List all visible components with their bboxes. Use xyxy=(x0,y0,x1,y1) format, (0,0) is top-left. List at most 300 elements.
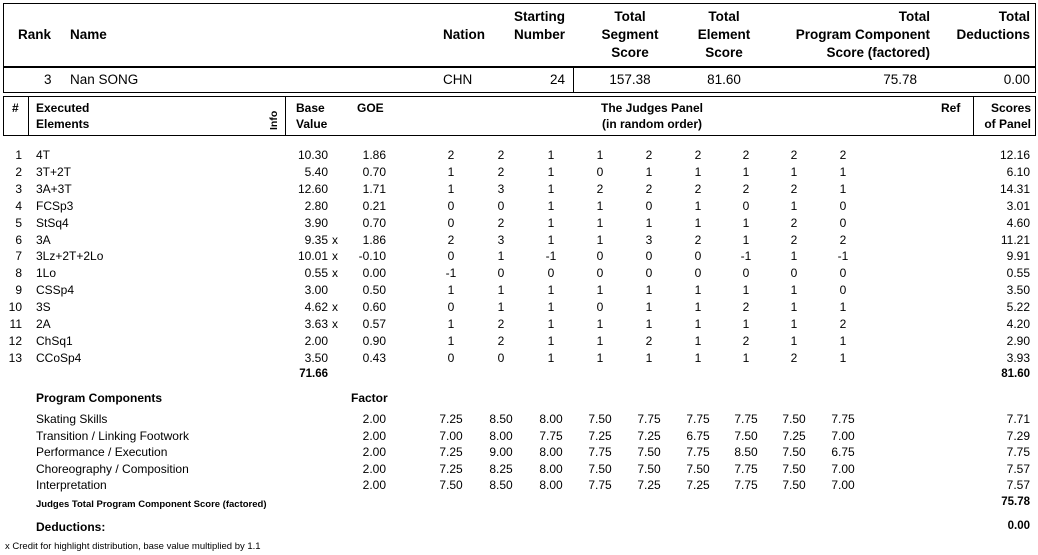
judge-score: 0 xyxy=(596,249,604,264)
nation-header: Nation xyxy=(443,27,485,42)
judge-score: 2 xyxy=(790,181,798,196)
judge-score: 0 xyxy=(497,266,505,281)
element-row xyxy=(0,233,1038,249)
judge-score: 0 xyxy=(839,283,847,298)
judge-score: 3 xyxy=(645,232,653,247)
judge-score: 1 xyxy=(694,317,702,331)
judge-mark: 7.00 xyxy=(831,461,855,476)
element-goe: 0.90 xyxy=(362,333,386,348)
judge-score: 1 xyxy=(790,333,798,348)
elements-header-divider-3 xyxy=(973,96,974,136)
component-panel-score: 7.75 xyxy=(1006,445,1030,460)
judge-score: 1 xyxy=(694,215,702,230)
judge-score: 1 xyxy=(447,164,455,179)
tes-header-1: Total xyxy=(708,9,740,24)
component-factor: 2.00 xyxy=(362,445,386,460)
judge-score: 1 xyxy=(497,283,505,298)
element-base-value: 4.62 xyxy=(304,300,328,315)
element-code: CSSp4 xyxy=(36,283,75,298)
element-panel-score: 0.55 xyxy=(1006,266,1030,281)
element-bonus-mark: x xyxy=(332,232,338,247)
judge-score: 2 xyxy=(497,164,505,179)
judge-score: 1 xyxy=(694,333,702,348)
tss-header-3: Score xyxy=(611,45,649,60)
component-factor: 2.00 xyxy=(362,461,386,476)
judge-mark: 7.75 xyxy=(686,445,710,460)
judge-mark: 7.75 xyxy=(637,412,661,426)
deductions-value: 0.00 xyxy=(1007,520,1030,532)
base-value-total: 71.66 xyxy=(299,368,328,380)
element-goe: 0.60 xyxy=(362,300,386,315)
judge-mark: 7.25 xyxy=(588,428,612,443)
judge-mark: 7.25 xyxy=(782,428,806,443)
judge-score: 1 xyxy=(694,283,702,298)
judge-score: 1 xyxy=(596,232,604,247)
tss-header-1: Total xyxy=(614,9,646,24)
element-bonus-mark: x xyxy=(332,249,338,264)
element-base-value: 10.30 xyxy=(297,148,328,162)
judge-score: 1 xyxy=(742,232,750,247)
judge-score: 1 xyxy=(839,164,847,179)
judge-score: 2 xyxy=(839,148,847,162)
base-header-2: Value xyxy=(296,117,328,131)
element-goe: -0.10 xyxy=(358,249,386,264)
judge-score: 0 xyxy=(447,350,455,365)
base-header-1: Base xyxy=(296,101,325,115)
judge-score: 1 xyxy=(839,333,847,348)
element-base-value: 12.60 xyxy=(297,181,328,196)
element-row xyxy=(0,182,1038,198)
component-row xyxy=(0,478,1038,494)
num-header: # xyxy=(12,101,19,115)
goe-header: GOE xyxy=(357,101,384,115)
judge-score: 2 xyxy=(790,350,798,365)
element-row xyxy=(0,283,1038,299)
element-goe: 1.86 xyxy=(362,232,386,247)
judge-score: 1 xyxy=(645,164,653,179)
judge-score: 0 xyxy=(497,350,505,365)
component-panel-score: 7.57 xyxy=(1006,461,1030,476)
judge-score: 0 xyxy=(447,300,455,315)
judge-score: 2 xyxy=(790,232,798,247)
judge-score: 1 xyxy=(497,249,505,264)
judge-score: 1 xyxy=(790,198,798,213)
judge-score: 0 xyxy=(497,198,505,213)
judge-mark: 7.50 xyxy=(782,445,806,460)
element-panel-score: 14.31 xyxy=(999,181,1030,196)
judge-score: 2 xyxy=(694,181,702,196)
judge-score: 2 xyxy=(645,181,653,196)
scores-header-1: Scores xyxy=(990,101,1031,115)
judge-mark: 8.50 xyxy=(734,445,758,460)
judge-score: 3 xyxy=(497,232,505,247)
element-row xyxy=(0,148,1038,164)
element-panel-score: 3.50 xyxy=(1006,283,1030,298)
element-code: 4T xyxy=(36,148,51,162)
element-row xyxy=(0,199,1038,215)
element-panel-score: 4.60 xyxy=(1006,215,1030,230)
judge-mark: 7.75 xyxy=(831,412,855,426)
judge-score: 0 xyxy=(839,215,847,230)
judge-score: 2 xyxy=(497,317,505,331)
judge-score: 2 xyxy=(596,181,604,196)
judge-mark: 8.25 xyxy=(489,461,513,476)
judge-score: 1 xyxy=(742,283,750,298)
judge-score: 2 xyxy=(497,148,505,162)
judge-score: 1 xyxy=(596,283,604,298)
element-bonus-mark: x xyxy=(332,317,338,331)
skater-name: Nan SONG xyxy=(70,72,139,87)
element-row xyxy=(0,216,1038,232)
element-bonus-mark: x xyxy=(332,300,338,315)
component-factor: 2.00 xyxy=(362,412,386,426)
element-panel-score: 5.22 xyxy=(1006,300,1030,315)
judge-mark: 7.75 xyxy=(588,445,612,460)
element-base-value: 3.90 xyxy=(304,215,328,230)
pc-factor-header: Factor xyxy=(351,391,388,405)
judge-mark: 8.50 xyxy=(489,412,513,426)
element-number: 8 xyxy=(15,266,22,281)
judge-mark: 7.00 xyxy=(831,478,855,493)
element-base-value: 5.40 xyxy=(304,164,328,179)
judge-mark: 7.00 xyxy=(439,428,463,443)
judge-mark: 7.75 xyxy=(588,478,612,493)
element-number: 1 xyxy=(15,148,22,162)
judge-score: 2 xyxy=(839,317,847,331)
judge-mark: 7.50 xyxy=(782,412,806,426)
judge-score: 1 xyxy=(547,198,555,213)
ref-header: Ref xyxy=(941,101,961,115)
judge-mark: 7.50 xyxy=(439,478,463,493)
judge-score: 1 xyxy=(645,350,653,365)
judge-score: 1 xyxy=(645,283,653,298)
judge-mark: 7.50 xyxy=(637,445,661,460)
judge-score: 0 xyxy=(547,266,555,281)
exec-header-1: Executed xyxy=(36,101,90,115)
element-row xyxy=(0,351,1038,367)
element-goe: 1.86 xyxy=(362,148,386,162)
tss-header-2: Segment xyxy=(601,27,659,42)
judge-score: 1 xyxy=(497,300,505,315)
component-panel-score: 7.71 xyxy=(1006,412,1030,426)
element-code: 3A xyxy=(36,232,51,247)
component-panel-score: 7.29 xyxy=(1006,428,1030,443)
judge-mark: 7.50 xyxy=(588,461,612,476)
component-factor: 2.00 xyxy=(362,428,386,443)
judge-score: 1 xyxy=(694,198,702,213)
component-name: Skating Skills xyxy=(36,412,108,426)
judge-score: 0 xyxy=(596,266,604,281)
judge-score: -1 xyxy=(740,249,752,264)
pcs-header-1: Total xyxy=(898,9,930,24)
judge-mark: 7.75 xyxy=(734,478,758,493)
element-number: 5 xyxy=(15,215,22,230)
element-base-value: 0.55 xyxy=(304,266,328,281)
judge-score: 0 xyxy=(742,266,750,281)
judge-mark: 7.50 xyxy=(734,428,758,443)
judge-score: 1 xyxy=(694,164,702,179)
judge-mark: 8.50 xyxy=(489,478,513,493)
component-row xyxy=(0,429,1038,445)
judge-mark: 7.50 xyxy=(782,478,806,493)
rank-header: Rank xyxy=(18,27,52,42)
judge-mark: 7.00 xyxy=(831,428,855,443)
judge-mark: 7.25 xyxy=(439,461,463,476)
element-base-value: 3.00 xyxy=(304,283,328,298)
judge-mark: 7.75 xyxy=(686,412,710,426)
judge-mark: 8.00 xyxy=(489,428,513,443)
judge-score: 2 xyxy=(790,148,798,162)
element-row xyxy=(0,249,1038,265)
component-name: Performance / Execution xyxy=(36,445,168,460)
judge-score: 1 xyxy=(547,215,555,230)
deductions-label: Deductions: xyxy=(36,520,106,534)
skater-pcs: 75.78 xyxy=(883,72,917,87)
element-row xyxy=(0,300,1038,316)
judge-score: 0 xyxy=(790,266,798,281)
judge-score: 1 xyxy=(645,317,653,331)
judge-score: 2 xyxy=(742,300,750,315)
judge-score: 2 xyxy=(694,232,702,247)
component-name: Transition / Linking Footwork xyxy=(36,428,189,443)
judge-mark: 7.50 xyxy=(588,412,612,426)
judge-score: -1 xyxy=(545,249,557,264)
element-number: 7 xyxy=(15,249,22,264)
judge-score: 2 xyxy=(742,148,750,162)
element-code: StSq4 xyxy=(36,215,69,230)
info-header: Info xyxy=(268,110,280,130)
footnote: x Credit for highlight distribution, base value multiplied by 1.1 xyxy=(5,541,261,552)
skater-row-divider xyxy=(573,67,574,93)
judge-mark: 8.00 xyxy=(539,478,563,493)
judge-score: 1 xyxy=(790,164,798,179)
judge-score: 0 xyxy=(645,249,653,264)
element-goe: 0.70 xyxy=(362,164,386,179)
element-number: 2 xyxy=(15,164,22,179)
element-code: FCSp3 xyxy=(36,198,74,213)
judge-score: 1 xyxy=(596,350,604,365)
element-panel-score: 9.91 xyxy=(1006,249,1030,264)
element-code: 1Lo xyxy=(36,266,57,281)
judge-mark: 7.50 xyxy=(782,461,806,476)
component-name: Interpretation xyxy=(36,478,107,493)
judge-mark: 7.25 xyxy=(637,428,661,443)
ded-header-2: Deductions xyxy=(956,27,1030,42)
judge-mark: 8.00 xyxy=(539,445,563,460)
judge-score: 1 xyxy=(839,350,847,365)
judge-score: 0 xyxy=(645,266,653,281)
judge-score: 1 xyxy=(596,148,604,162)
element-number: 10 xyxy=(8,300,22,315)
element-goe: 0.70 xyxy=(362,215,386,230)
judge-score: 1 xyxy=(547,181,555,196)
element-panel-score: 6.10 xyxy=(1006,164,1030,179)
judge-score: 1 xyxy=(547,232,555,247)
judge-score: 0 xyxy=(447,215,455,230)
pc-title: Program Components xyxy=(36,391,163,405)
judge-score: 0 xyxy=(694,249,702,264)
judge-mark: 7.25 xyxy=(439,412,463,426)
judge-mark: 7.75 xyxy=(734,461,758,476)
element-number: 11 xyxy=(9,317,22,331)
element-row xyxy=(0,266,1038,282)
judge-score: 2 xyxy=(645,333,653,348)
judge-score: 1 xyxy=(839,300,847,315)
element-row xyxy=(0,317,1038,333)
judges-header-2: (in random order) xyxy=(601,117,702,131)
element-number: 9 xyxy=(15,283,22,298)
judge-score: 2 xyxy=(497,333,505,348)
element-number: 4 xyxy=(15,198,22,213)
component-panel-score: 7.57 xyxy=(1006,478,1030,493)
judge-score: 1 xyxy=(547,164,555,179)
judge-score: 1 xyxy=(742,350,750,365)
judge-mark: 7.75 xyxy=(539,428,563,443)
judge-score: 1 xyxy=(596,333,604,348)
judge-score: 1 xyxy=(742,317,750,331)
element-code: 3S xyxy=(36,300,51,315)
judges-header-1: The Judges Panel xyxy=(600,101,704,115)
judge-score: -1 xyxy=(445,266,457,281)
starting-header-1: Starting xyxy=(513,9,565,24)
element-base-value: 3.50 xyxy=(304,350,328,365)
element-panel-score: 12.16 xyxy=(999,148,1030,162)
judge-score: 1 xyxy=(447,317,455,331)
judge-score: 1 xyxy=(694,350,702,365)
judge-score: 1 xyxy=(547,283,555,298)
judge-mark: 6.75 xyxy=(831,445,855,460)
component-factor: 2.00 xyxy=(362,478,386,493)
skater-start: 24 xyxy=(549,72,565,87)
judge-score: 1 xyxy=(547,333,555,348)
judge-score: 1 xyxy=(447,283,455,298)
component-row xyxy=(0,462,1038,478)
element-code: 3Lz+2T+2Lo xyxy=(36,249,104,264)
element-code: CCoSp4 xyxy=(36,350,82,365)
skater-ded: 0.00 xyxy=(1003,72,1030,87)
name-header: Name xyxy=(70,27,107,42)
element-goe: 0.50 xyxy=(362,283,386,298)
judge-score: 1 xyxy=(447,333,455,348)
judge-mark: 7.75 xyxy=(734,412,758,426)
exec-header-2: Elements xyxy=(36,117,90,131)
element-bonus-mark: x xyxy=(332,266,338,281)
judge-mark: 7.25 xyxy=(686,478,710,493)
judge-score: 1 xyxy=(596,215,604,230)
element-panel-score: 3.93 xyxy=(1006,350,1030,365)
judge-score: 1 xyxy=(790,249,798,264)
judge-score: 1 xyxy=(547,300,555,315)
judge-score: 0 xyxy=(742,198,750,213)
judge-score: 0 xyxy=(596,164,604,179)
judge-score: 1 xyxy=(790,300,798,315)
skater-rank: 3 xyxy=(44,72,52,87)
element-goe: 0.21 xyxy=(362,198,386,213)
element-code: ChSq1 xyxy=(36,333,73,348)
scores-header-2: of Panel xyxy=(984,117,1031,131)
judge-score: 0 xyxy=(839,266,847,281)
element-base-value: 2.00 xyxy=(304,333,328,348)
judge-score: 1 xyxy=(645,300,653,315)
component-name: Choreography / Composition xyxy=(36,461,189,476)
element-goe: 0.00 xyxy=(362,266,386,281)
element-number: 13 xyxy=(8,350,22,365)
pcs-total-label: Judges Total Program Component Score (factored) xyxy=(36,499,267,510)
tes-header-2: Element xyxy=(697,27,751,42)
pcs-header-2: Program Component xyxy=(795,27,930,42)
judge-score: 1 xyxy=(645,215,653,230)
judge-score: 2 xyxy=(447,148,455,162)
element-panel-score: 11.21 xyxy=(1000,232,1030,247)
skater-tss: 157.38 xyxy=(609,72,651,87)
judge-mark: 7.50 xyxy=(686,461,710,476)
judge-score: 0 xyxy=(447,249,455,264)
judge-score: -1 xyxy=(837,249,849,264)
judge-score: 3 xyxy=(497,181,505,196)
judge-mark: 8.00 xyxy=(539,412,563,426)
judge-mark: 7.25 xyxy=(439,445,463,460)
element-panel-score: 2.90 xyxy=(1006,333,1030,348)
element-panel-score: 3.01 xyxy=(1006,198,1030,213)
skater-nation: CHN xyxy=(443,72,473,87)
judge-mark: 7.50 xyxy=(637,461,661,476)
judge-score: 2 xyxy=(694,148,702,162)
element-code: 3A+3T xyxy=(36,181,72,196)
element-number: 12 xyxy=(8,333,22,348)
component-row xyxy=(0,445,1038,461)
pcs-total-value: 75.78 xyxy=(1001,496,1030,508)
judge-score: 0 xyxy=(694,266,702,281)
judge-score: 1 xyxy=(742,215,750,230)
judge-mark: 8.00 xyxy=(539,461,563,476)
judge-score: 1 xyxy=(839,181,847,196)
judge-score: 2 xyxy=(645,148,653,162)
judge-score: 1 xyxy=(547,317,555,331)
judge-score: 1 xyxy=(547,148,555,162)
element-goe: 0.43 xyxy=(362,350,386,365)
judge-score: 0 xyxy=(596,300,604,315)
element-number: 3 xyxy=(15,181,22,196)
elements-header-divider-1 xyxy=(28,96,29,136)
tes-header-3: Score xyxy=(705,45,743,60)
element-number: 6 xyxy=(15,232,22,247)
judge-score: 1 xyxy=(790,317,798,331)
element-panel-score: 4.20 xyxy=(1006,317,1030,331)
judge-score: 2 xyxy=(497,215,505,230)
element-base-value: 10.01 xyxy=(297,249,328,264)
element-code: 2A xyxy=(36,317,51,331)
element-code: 3T+2T xyxy=(36,164,72,179)
elements-header-box xyxy=(3,96,1036,136)
element-row xyxy=(0,165,1038,181)
judge-score: 0 xyxy=(839,198,847,213)
judge-score: 0 xyxy=(645,198,653,213)
elements-score-total: 81.60 xyxy=(1001,368,1030,380)
judge-score: 1 xyxy=(742,164,750,179)
judge-score: 1 xyxy=(790,283,798,298)
element-row xyxy=(0,334,1038,350)
judge-mark: 6.75 xyxy=(686,428,710,443)
starting-header-2: Number xyxy=(513,27,565,42)
element-base-value: 3.63 xyxy=(304,317,328,331)
ded-header-1: Total xyxy=(998,9,1030,24)
skater-tes: 81.60 xyxy=(707,72,741,87)
judge-score: 1 xyxy=(596,317,604,331)
judge-score: 0 xyxy=(447,198,455,213)
judge-mark: 9.00 xyxy=(489,445,513,460)
judge-score: 1 xyxy=(694,300,702,315)
judge-mark: 7.25 xyxy=(637,478,661,493)
